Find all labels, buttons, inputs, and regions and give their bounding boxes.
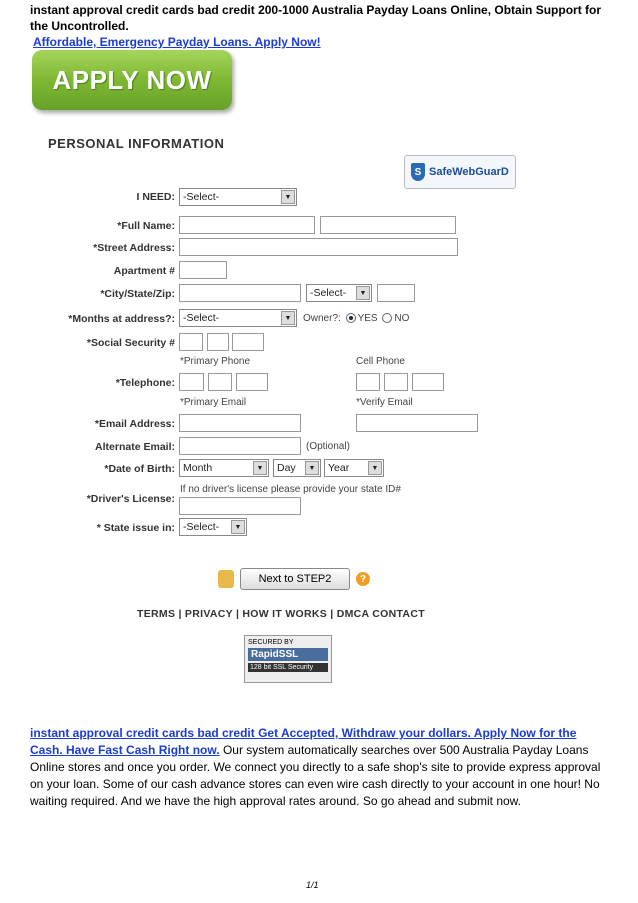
- page-number: 1/1: [306, 880, 319, 890]
- chevron-down-icon: ▼: [231, 520, 245, 534]
- ssn-part3-input[interactable]: [232, 333, 264, 351]
- owner-yes-radio[interactable]: [346, 313, 356, 323]
- need-select[interactable]: [179, 188, 297, 206]
- license-note: If no driver's license please provide your state ID#: [180, 484, 401, 495]
- owner-no-label: NO: [394, 313, 410, 324]
- ssn-part1-input[interactable]: [179, 333, 203, 351]
- dob-day-select[interactable]: [273, 459, 321, 477]
- alt-email-input[interactable]: [179, 437, 301, 455]
- ssl-bits: 128 bit SSL Security: [248, 663, 328, 672]
- chevron-down-icon: ▼: [253, 461, 267, 475]
- chevron-down-icon: ▼: [305, 461, 319, 475]
- badge-label: SafeWebGuarD: [429, 166, 509, 178]
- optional-hint: (Optional): [306, 441, 350, 452]
- email-label: *Email Address:: [94, 418, 175, 430]
- need-label: I NEED:: [136, 191, 175, 203]
- dob-year-value: Year: [328, 462, 350, 474]
- chevron-down-icon: ▼: [368, 461, 382, 475]
- rapidssl-seal: [244, 635, 332, 683]
- primary-phone-hint: *Primary Phone: [180, 356, 251, 367]
- license-input[interactable]: [179, 497, 301, 515]
- last-name-input[interactable]: [320, 216, 456, 234]
- alt-email-label: Alternate Email:: [95, 441, 175, 453]
- owner-label: Owner?:: [303, 313, 341, 324]
- verify-email-input[interactable]: [356, 414, 478, 432]
- chevron-down-icon: ▼: [356, 286, 370, 300]
- state-select[interactable]: [306, 284, 372, 302]
- dob-month-value: Month: [183, 462, 213, 474]
- full-name-label: *Full Name:: [117, 220, 175, 232]
- first-name-input[interactable]: [179, 216, 315, 234]
- dob-year-select[interactable]: [324, 459, 384, 477]
- apartment-input[interactable]: [179, 261, 227, 279]
- apply-now-button[interactable]: APPLY NOW: [32, 50, 232, 110]
- shield-icon: S: [411, 163, 425, 181]
- cell-area-input[interactable]: [356, 373, 380, 391]
- need-value: -Select-: [183, 191, 220, 203]
- body-paragraph: [30, 725, 610, 810]
- ssl-brand: RapidSSL: [248, 648, 328, 661]
- ssl-secured-label: SECURED BY: [248, 639, 294, 646]
- help-icon[interactable]: ?: [356, 572, 370, 586]
- owner-question: [303, 313, 409, 324]
- section-title: PERSONAL INFORMATION: [48, 136, 225, 151]
- lock-icon: [218, 570, 234, 588]
- page-title: instant approval credit cards bad credit 200-1000 Australia Payday Loans Online, Obtain Support for the Uncontrolled.: [30, 3, 602, 33]
- cell-line-input[interactable]: [412, 373, 444, 391]
- phone-area-input[interactable]: [179, 373, 204, 391]
- body-text: Our system automatically searches over 500 Australia Payday Loans Online stores and once you order. We connect you directly to a safe shop's site to provide express approval on your loan. Some of our cash advance stores can even wire cash directly to your account in one hour! No waiting required. And we have the high approval rates around. So go ahead and submit now.: [30, 743, 601, 808]
- street-input[interactable]: [179, 238, 458, 256]
- ssn-label: *Social Security #: [86, 337, 175, 349]
- body-link[interactable]: instant approval credit cards bad credit Get Accepted, Withdraw your dollars. Apply Now for the Cash. Have Fast Cash Right now.: [30, 726, 577, 757]
- state-value: -Select-: [310, 287, 347, 299]
- phone-line-input[interactable]: [236, 373, 268, 391]
- months-select[interactable]: [179, 309, 297, 327]
- dob-label: *Date of Birth:: [104, 463, 175, 475]
- chevron-down-icon: ▼: [281, 190, 295, 204]
- city-input[interactable]: [179, 284, 301, 302]
- primary-email-hint: *Primary Email: [180, 397, 247, 408]
- chevron-down-icon: ▼: [281, 311, 295, 325]
- cell-prefix-input[interactable]: [384, 373, 408, 391]
- safewebguard-badge: [404, 155, 516, 189]
- email-input[interactable]: [179, 414, 301, 432]
- city-label: *City/State/Zip:: [100, 288, 175, 300]
- cell-phone-hint: Cell Phone: [356, 356, 405, 367]
- owner-no-radio[interactable]: [382, 313, 392, 323]
- verify-email-hint: *Verify Email: [356, 397, 413, 408]
- owner-yes-label: YES: [357, 313, 378, 324]
- next-step-button[interactable]: Next to STEP2: [240, 568, 350, 590]
- street-label: *Street Address:: [93, 242, 175, 254]
- months-value: -Select-: [183, 312, 220, 324]
- telephone-label: *Telephone:: [115, 377, 175, 389]
- dob-month-select[interactable]: [179, 459, 269, 477]
- state-issue-select[interactable]: [179, 518, 247, 536]
- apply-now-link[interactable]: Affordable, Emergency Payday Loans. Apply Now!: [33, 35, 321, 49]
- dob-day-value: Day: [277, 462, 296, 474]
- state-issue-value: -Select-: [183, 521, 220, 533]
- submit-row: [218, 568, 370, 590]
- phone-prefix-input[interactable]: [208, 373, 232, 391]
- state-issue-label: * State issue in:: [96, 522, 175, 534]
- footer-nav[interactable]: TERMS | PRIVACY | HOW IT WORKS | DMCA CONTACT: [137, 608, 425, 620]
- apartment-label: Apartment #: [113, 265, 175, 277]
- months-label: *Months at address?:: [68, 313, 175, 325]
- license-label: *Driver's License:: [86, 493, 175, 505]
- ssn-part2-input[interactable]: [207, 333, 229, 351]
- zip-input[interactable]: [377, 284, 415, 302]
